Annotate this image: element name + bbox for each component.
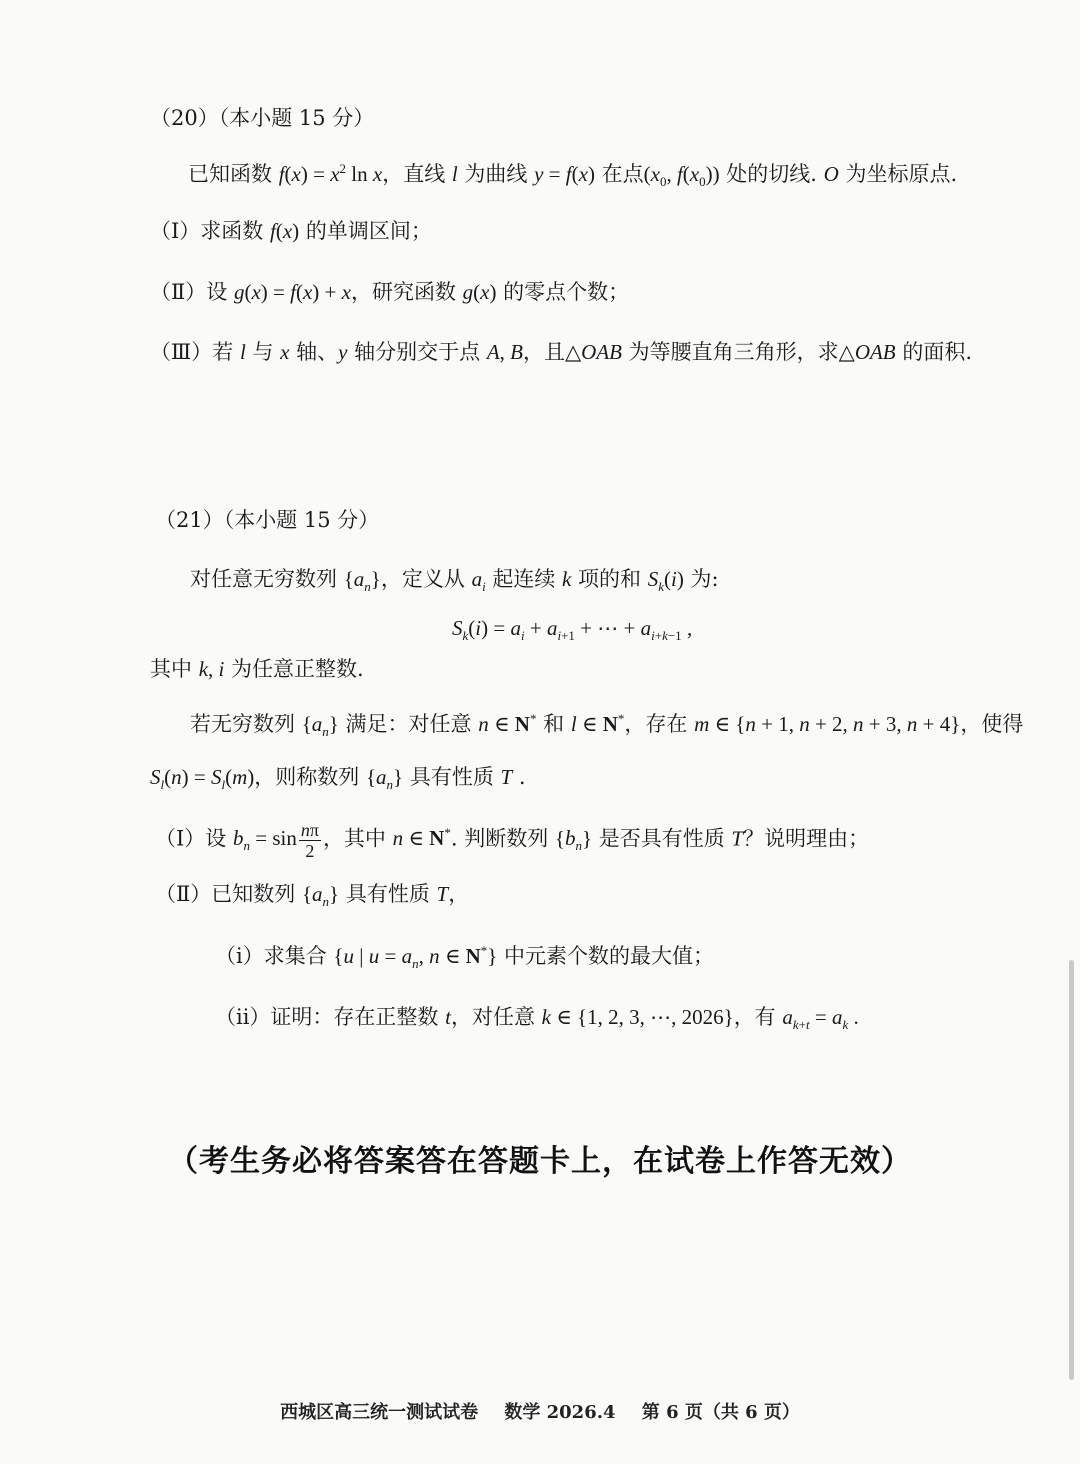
- q20-part1: （Ⅰ）求函数 f(x) 的单调区间；: [150, 219, 432, 243]
- vertical-scrollbar[interactable]: [1069, 960, 1074, 1380]
- q20-part2: （Ⅱ）设 g(x) = f(x) + x，研究函数 g(x) 的零点个数；: [150, 280, 630, 304]
- answer-sheet-notice: （考生务必将答案答在答题卡上，在试卷上作答无效）: [168, 1144, 912, 1179]
- q21-formula: $S_k(i) = a_i + a_{i+1}$ + ⋯ + $a_{i+k-1}$ ,: [452, 616, 693, 644]
- footer-school: 西城区高三统一测试试卷: [280, 1402, 479, 1423]
- q21-header: （21）（本小题 15 分）: [155, 508, 380, 532]
- footer-subject: 数学 2026.4: [504, 1402, 616, 1423]
- q20-stem: 已知函数 $f(x) = x^2$ ln x，直线 l 为曲线 y = f(x) 在点($x_0$, $f(x_0)$) 处的切线. O 为坐标原点.: [188, 161, 958, 190]
- q21-stem-3: 若无穷数列 $\{a_n\}$ 满足：对任意 n ∈ N* 和 l ∈ N*，存在 m ∈ {n + 1, n + 2, n + 3, n + 4}，使得: [190, 711, 1024, 740]
- footer-page-number: 第 6 页（共 6 页）: [641, 1402, 800, 1423]
- q21-part2-i: （ⅰ）求集合 {u | $u = a_n$, n ∈ N*} 中元素个数的最大值；: [215, 943, 715, 972]
- q21-stem-2: 其中 k, i 为任意正整数.: [150, 657, 364, 681]
- q20-header: （20）（本小题 15 分）: [150, 106, 375, 130]
- q21-part2-ii: （ⅱ）证明：存在正整数 t，对任意 k ∈ {1, 2, 3, ⋯, 2026}，有 $a_{k+t} = a_k$ .: [215, 1005, 859, 1033]
- q21-part2: （Ⅱ）已知数列 $\{a_n\}$ 具有性质 T，: [155, 882, 470, 910]
- q21-part1: （Ⅰ）设 $b_n = \sin$ $\frac{n\pi}{2}$ ，其中 n ∈ N*. 判断数列 $\{b_n\}$ 是否具有性质 T？说明理由；: [155, 820, 870, 861]
- q20-part3: （Ⅲ）若 l 与 x 轴、y 轴分别交于点 A, B，且△OAB 为等腰直角三角形，求△OAB 的面积.: [150, 340, 972, 364]
- q21-stem-1: 对任意无穷数列 $\{a_n\}$，定义从 $a_i$ 起连续 k 项的和 $S_k(i)$ 为:: [190, 567, 719, 595]
- q21-stem-4: $S_l(n) = S_l(m)$，则称数列 $\{a_n\}$ 具有性质 T .: [150, 765, 526, 793]
- page-footer: [0, 1398, 1080, 1424]
